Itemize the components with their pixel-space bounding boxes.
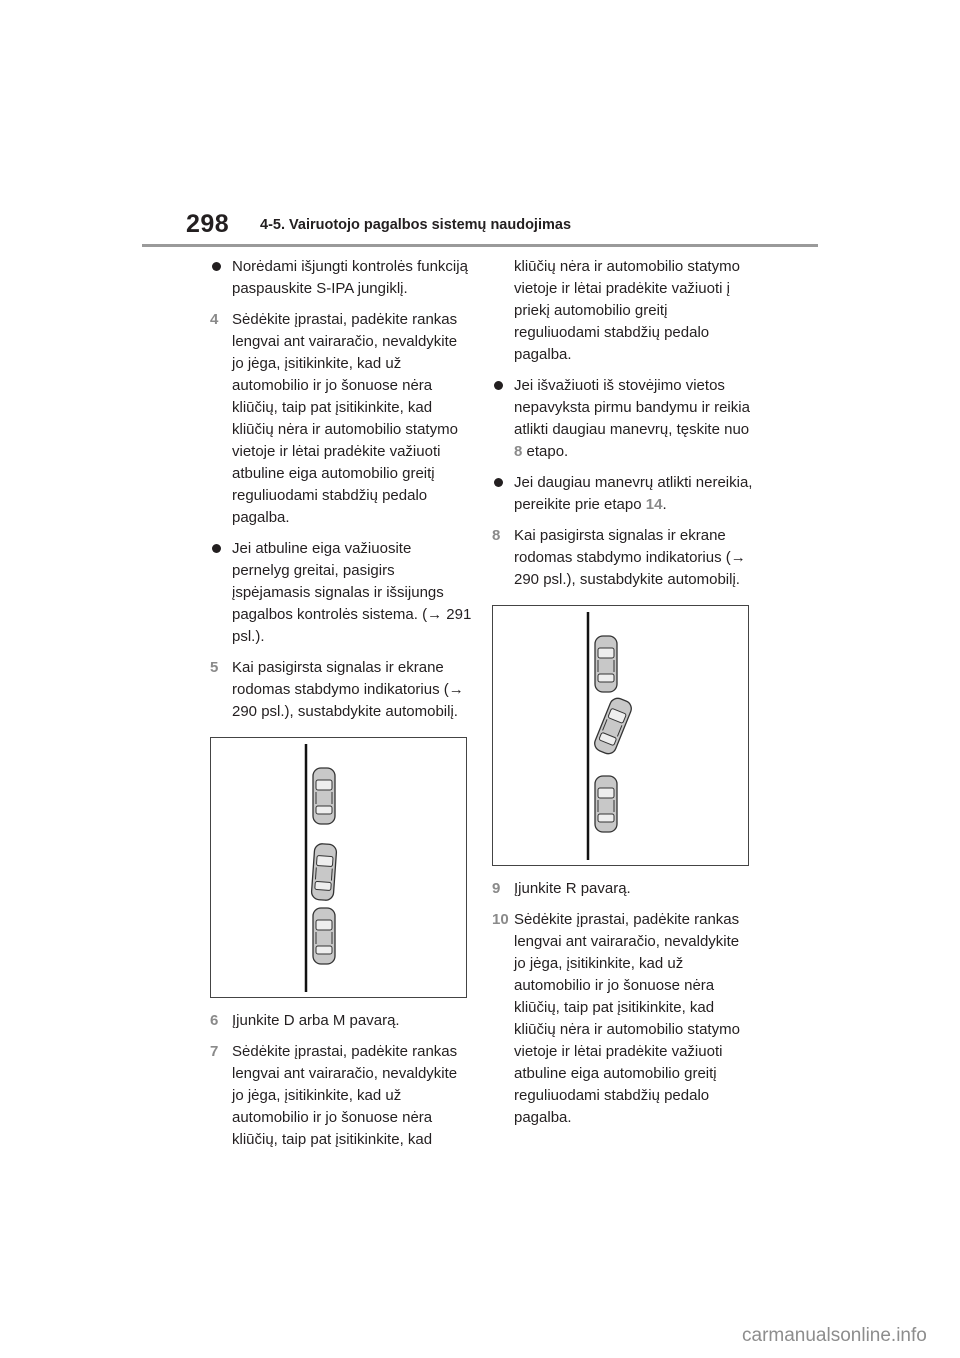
step-continuation: kliūčių nėra ir automobilio statymo vietoje ir lėtai pradėkite važiuoti į priekį automobilio greitį reguliuodami stabdžių pedalo pagalba. — [514, 258, 740, 363]
step-text: Įjunkite R pavarą. — [514, 880, 631, 897]
bullet-item — [210, 538, 472, 648]
step-number: 7 — [210, 1043, 219, 1060]
step-item — [210, 1010, 472, 1032]
step-item — [492, 525, 754, 591]
right-column — [492, 256, 754, 1138]
step-reference: 8 — [514, 443, 523, 460]
bullet-dot-icon — [494, 478, 503, 487]
bullet-text-part: . — [662, 496, 667, 513]
step-text: Sėdėkite įprastai, padėkite rankas lengvai ant vairaračio, nevaldykite jo jėga, įsitikinkite, kad už automobilio ir jo šonuose nėra kliūčių, taip pat įsitikinkite, kad kliūčių nėra ir automobilio statymo vietoje ir lėtai pradėkite važiuoti atbuline eiga automobilio greitį reguliuodami stabdžių pedalo pagalba. — [232, 311, 458, 526]
bullet-item — [210, 256, 472, 300]
bullet-text-part: Jei daugiau manevrų atlikti nereikia, pereikite prie etapo — [514, 474, 753, 513]
bullet-item — [492, 375, 754, 463]
bullet-dot-icon — [212, 544, 221, 553]
step-text: Kai pasigirsta signalas ir ekrane rodomas stabdymo indikatorius (→ 290 psl.), sustabdykite automobilį. — [514, 527, 746, 588]
bullet-text: Jei atbuline eiga važiuosite pernelyg greitai, pasigirs įspėjamasis signalas ir išsijungs pagalbos kontrolės sistema. (→ 291 psl.). — [232, 540, 472, 645]
maneuvering-car-icon — [592, 696, 633, 756]
maneuvering-car-icon — [311, 843, 337, 900]
parking-diagram-2 — [492, 605, 749, 866]
parked-car-rear-icon — [595, 776, 617, 832]
step-text: Sėdėkite įprastai, padėkite rankas lengvai ant vairaračio, nevaldykite jo jėga, įsitikinkite, kad už automobilio ir jo šonuose nėra kliūčių, taip pat įsitikinkite, kad — [232, 1043, 458, 1148]
step-item — [492, 909, 754, 1129]
section-title: 4-5. Vairuotojo pagalbos sistemų naudojimas — [260, 217, 572, 233]
parked-car-front-icon — [313, 768, 335, 824]
header-rule — [142, 244, 818, 247]
bullet-dot-icon — [212, 262, 221, 271]
parking-illustration — [211, 738, 466, 997]
parking-illustration — [493, 606, 748, 865]
step-number: 8 — [492, 527, 501, 544]
step-reference: 14 — [645, 496, 663, 513]
step-item — [210, 309, 472, 529]
step-number: 5 — [210, 659, 219, 676]
step-number: 9 — [492, 880, 501, 897]
step-number: 4 — [210, 311, 219, 328]
bullet-text-part: etapo. — [526, 443, 569, 460]
parking-diagram-1 — [210, 737, 467, 998]
bullet-dot-icon — [494, 381, 503, 390]
parked-car-front-icon — [595, 636, 617, 692]
parked-car-rear-icon — [313, 908, 335, 964]
step-item — [210, 1041, 472, 1151]
bullet-item — [492, 472, 754, 516]
page-header — [0, 206, 960, 252]
step-item — [492, 878, 754, 900]
bullet-text: Norėdami išjungti kontrolės funkciją paspauskite S-IPA jungiklį. — [232, 258, 468, 297]
step-number: 10 — [492, 911, 509, 928]
step-item — [210, 657, 472, 723]
step-text: Kai pasigirsta signalas ir ekrane rodomas stabdymo indikatorius (→ 290 psl.), sustabdykite automobilį. — [232, 659, 464, 720]
left-column — [210, 256, 472, 1160]
page-number: 298 — [186, 210, 230, 238]
step-text: Įjunkite D arba M pavarą. — [232, 1012, 400, 1029]
bullet-text-part: Jei išvažiuoti iš stovėjimo vietos nepavyksta pirmu bandymu ir reikia atlikti daugiau manevrų, tęskite nuo — [514, 377, 750, 438]
step-number: 6 — [210, 1012, 219, 1029]
step-text: Sėdėkite įprastai, padėkite rankas lengvai ant vairaračio, nevaldykite jo jėga, įsitikinkite, kad už automobilio ir jo šonuose nėra kliūčių, taip pat įsitikinkite, kad kliūčių nėra ir automobilio statymo vietoje ir lėtai pradėkite važiuoti atbuline eiga automobilio greitį reguliuodami stabdžių pedalo pagalba. — [514, 911, 740, 1126]
watermark: carmanualsonline.info — [742, 1325, 927, 1346]
